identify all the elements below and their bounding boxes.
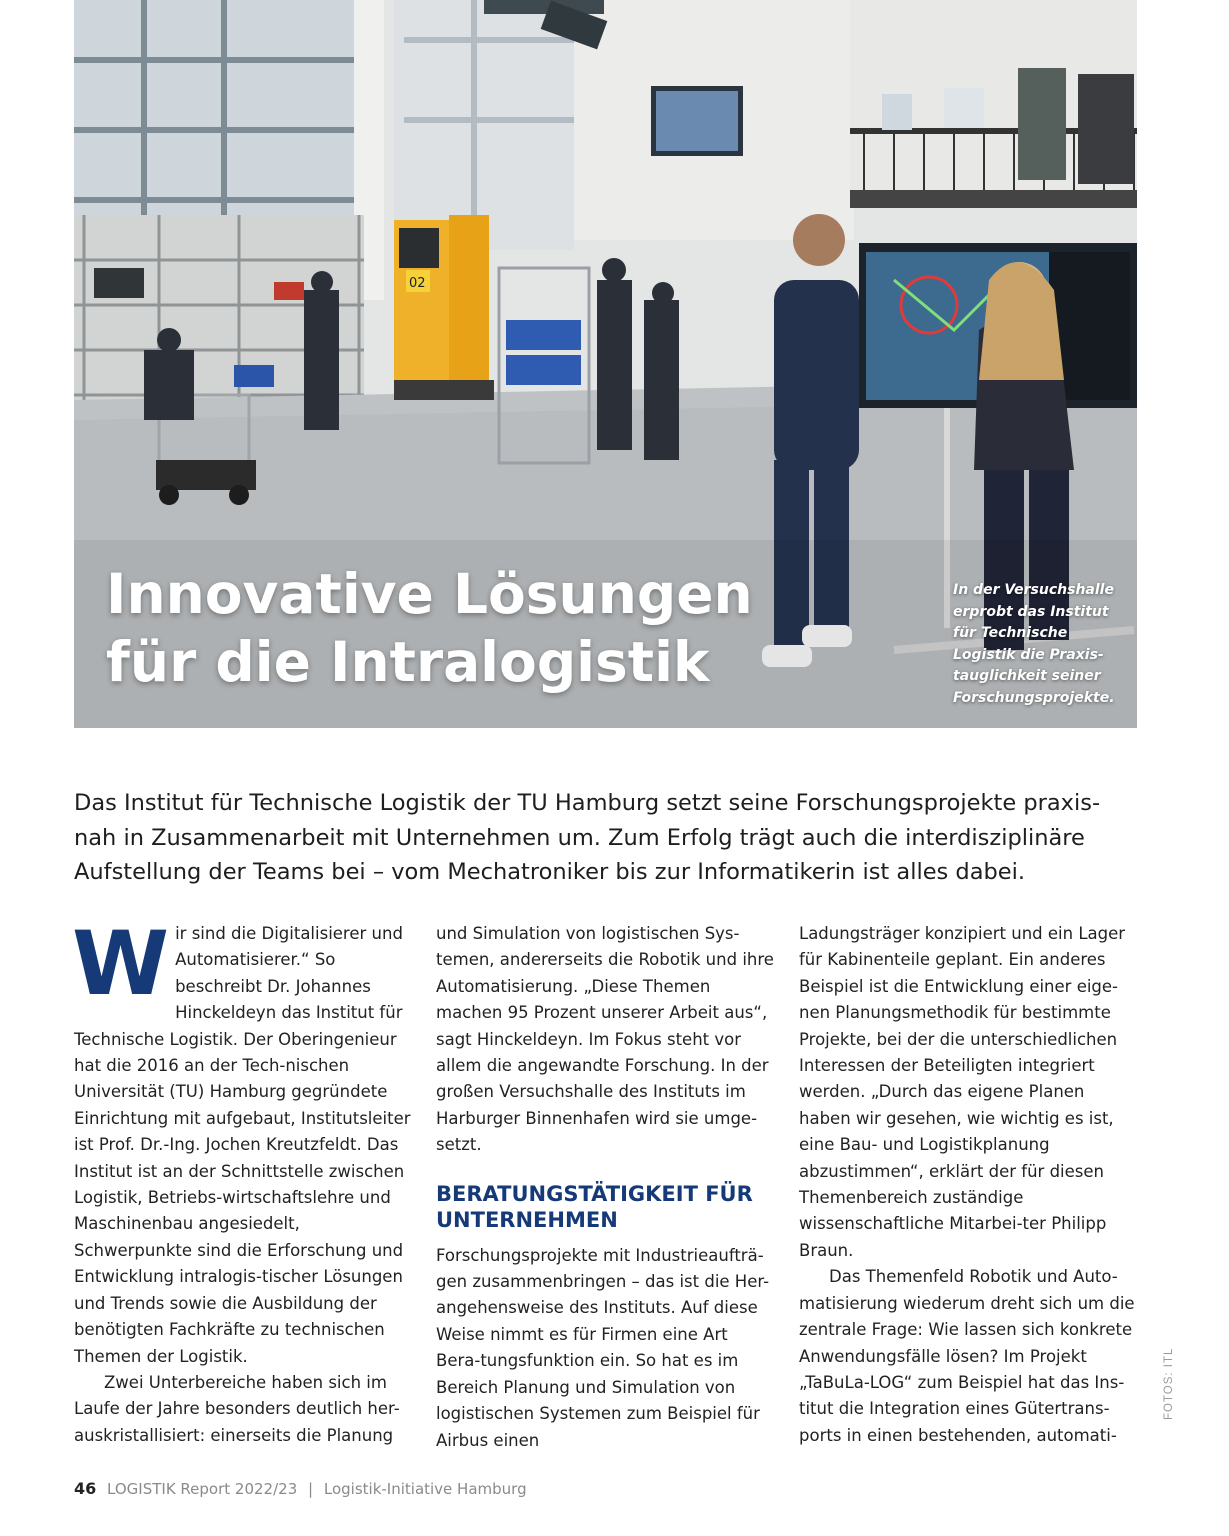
- hero-photo: [74, 0, 1137, 728]
- publisher-name: Logistik-Initiative Hamburg: [323, 1480, 527, 1498]
- body-paragraph: ir sind die Digitalisierer und Automatisierer.“ So beschreibt Dr. Johannes Hinckeldeyn das Institut für Technische Logistik. Der Oberingenieur hat die 2016 an der Tech-nischen Universität (TU) Hamburg gegründete Einrichtung mit aufgebaut, Institutsleiter ist Prof. Dr.-Ing. Jochen Kreutzfeldt. Das Institut ist an der Schnittstelle zwischen Logistik, Betriebs-wirtschaftslehre und Maschinenbau angesiedelt, Schwerpunkte sind die Erforschung und Entwicklung intralogis-tischer Lösungen und Trends sowie die Ausbildung der benötigten Fachkräfte zu technischen Themen der Logistik.: [74, 924, 411, 1366]
- article-column-2: [436, 921, 776, 1454]
- page-title: [106, 560, 753, 696]
- page-footer: [74, 1479, 527, 1498]
- lead-paragraph: Das Institut für Technische Logistik der TU Hamburg setzt seine Forschungsprojekte praxis- nah in Zusammenarbeit mit Unternehmen um. Zum Erfolg trägt auch die interdisziplinäre Aufstellung der Teams bei – vom Mechatroniker bis zur Informatikerin ist alles dabei.: [74, 790, 1101, 885]
- forklift-number-label: 02: [409, 276, 426, 291]
- body-paragraph: und Simulation von logistischen Sys-temen, andererseits die Robotik und ihre Automatisierung. „Diese Themen machen 95 Prozent unserer Arbeit aus“, sagt Hinckeldeyn. Im Fokus steht vor allem die angewandte Forschung. In der großen Versuchshalle des Instituts im Harburger Binnenhafen wird sie umge-setzt.: [436, 924, 774, 1155]
- body-paragraph: Ladungsträger konzipiert und ein Lager für Kabinenteile geplant. Ein anderes Beispiel ist die Entwicklung einer eige-nen Planungsmethodik für bestimmte Projekte, bei der die unterschiedlichen Interessen der Beteiligten integriert werden. „Durch das eigene Planen haben wir gesehen, wie wichtig es ist, eine Bau- und Logistikplanung abzustimmen“, erklärt der für diesen Themenbereich zuständige wissenschaftliche Mitarbei-ter Philipp Braun.: [799, 924, 1126, 1260]
- page-number: 46: [74, 1479, 97, 1498]
- photo-credit: FOTOS: ITL: [1163, 1347, 1175, 1420]
- body-paragraph: Das Themenfeld Robotik und Auto-matisierung wiederum dreht sich um die zentrale Frage: Wie lassen sich konkrete Anwendungsfälle lösen? Im Projekt „TaBuLa-LOG“ zum Beispiel hat das Ins-titut die Integration eines Gütertrans-ports in einen bestehenden, automati-: [799, 1267, 1135, 1445]
- body-paragraph: Forschungsprojekte mit Industrieaufträ-gen zusammenbringen – das ist die Her-angehensweise des Instituts. Auf diese Weise nimmt es für Firmen eine Art Bera-tungsfunktion ein. So hat es im Bereich Planung und Simulation von logistischen Systemen zum Beispiel für Airbus einen: [436, 1245, 770, 1450]
- footer-separator: |: [308, 1480, 314, 1498]
- article-column-3: [799, 921, 1139, 1449]
- photo-caption: In der Versuchshalle erprobt das Institut für Technische Logistik die Praxis-tauglichkeit seiner Forschungsprojekte.: [953, 582, 1115, 706]
- section-heading: BERATUNGSTÄTIGKEIT FÜR UNTERNEHMEN: [436, 1181, 753, 1232]
- body-paragraph: Zwei Unterbereiche haben sich im Laufe der Jahre besonders deutlich her-auskristallisiert: einerseits die Planung: [74, 1372, 400, 1445]
- article-column-1: [72, 912, 414, 1449]
- publication-name: LOGISTIK Report 2022/23: [107, 1480, 298, 1498]
- page-title-line-2: für die Intralogistik: [106, 630, 710, 694]
- page-title-line-1: Innovative Lösungen: [106, 562, 753, 626]
- drop-cap: W: [72, 912, 170, 1015]
